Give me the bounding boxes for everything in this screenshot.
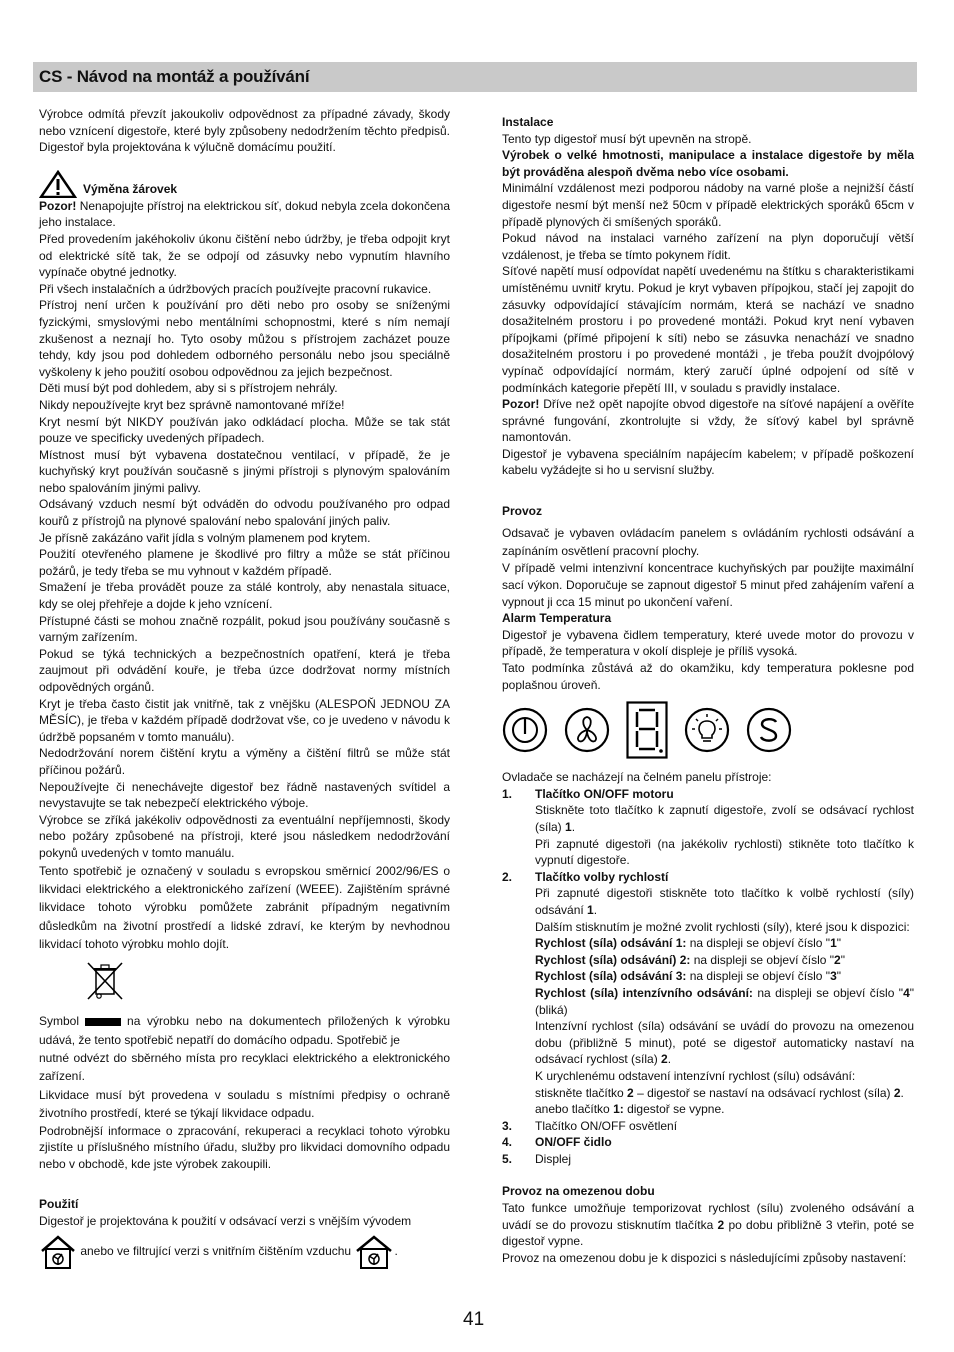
bold-value: 1: [613, 1102, 624, 1117]
paragraph: Digestoř je vybavena čidlem temperatury, které uvede motor do provozu v případě, že temperatura v okolí displeje je příliš vysoká. [502, 627, 914, 659]
warning-icon [39, 170, 77, 198]
section-header [33, 62, 917, 92]
bulb-heading [39, 170, 450, 198]
paragraph: Stiskněte toto tlačítko k zapnutí digestoře, zvolí se odsávací rychlost (síla) [535, 803, 914, 834]
paragraph: Děti musí být pod dohledem, aby si s přístrojem nehrály. [39, 381, 338, 396]
paragraph: Kryt nesmí být NIKDY používán jako odkládací plocha. Může se tak stát pouze ve specificky uvedených případech. [39, 414, 450, 446]
list-number: 3. [502, 1118, 513, 1133]
house-exhaust-icon [39, 1234, 77, 1270]
paragraph: digestoř se vypne. [623, 1102, 725, 1117]
paragraph: Podrobnější informace o zpracování, rekuperaci a recyklaci tohoto výrobku zjistíte u příslušného místního úřadu, služby pro likvidaci domovního odpadu nebo v obchodě, kde jste výrobek zakoupili. [39, 1123, 450, 1171]
speed-text: na displeji se objeví číslo " [686, 969, 831, 984]
right-column [502, 114, 914, 1266]
paragraph: Pokud návod na instalaci varného zařízení na plyn doporučují větší vzdálenost, je třeba se tímto pokynem řídit. [502, 231, 914, 262]
paragraph: Nikdy nepoužívejte kryt bez správně namontované mříže! [39, 397, 345, 412]
punct: . [900, 1085, 904, 1100]
alarm-title: Alarm Temperatura [502, 611, 612, 626]
list-title: Tlačítko ON/OFF osvětlení [535, 1118, 678, 1133]
warning-label: Pozor! [39, 198, 77, 213]
paragraph: Nenapojujte přístroj na elektrickou síť, dokud nebyla zcela dokončena jeho instalace. [39, 198, 450, 230]
install-title: Instalace [502, 115, 554, 129]
paragraph: nutné odvézt do sběrného místa pro recyklaci elektrického a elektronického zařízení. [39, 1050, 450, 1084]
speed-text: na displeji se objeví číslo " [690, 952, 835, 967]
punct: . [667, 1052, 672, 1067]
bold-value: 2 [627, 1085, 634, 1100]
paragraph: anebo ve filtrující verzi s vnitřním čištěním vzduchu [77, 1243, 355, 1258]
bulb-title: Výměna žárovek [83, 182, 178, 197]
paragraph: Smažení je třeba provádět pouze za stálé kontroly, aby nenastala situace, kdy se olej přehřeje a dojde k jeho vznícení. [39, 580, 450, 612]
paragraph: Tato podmínka zůstává až do okamžiku, kdy temperatura poklesne pod poplašnou úroveň. [502, 661, 914, 692]
paragraph: Přístroj není určen k používání pro děti nebo pro osoby se sníženými fyzickými, smyslovými nebo mentálními schopnostmi, které s ním nemají zkušenost a neznají ho. Tyto osoby můžou s přístrojem zacházet pouze tehdy, kdy jsou pod dohledem odborného personálu nebo jsou speciálně vyškoleny k jeho použití osobou odpovědnou za jejich bezpečnost. [39, 298, 450, 379]
speed-label: Rychlost (síla) intenzívního odsávání: [535, 985, 753, 1000]
paragraph: V případě velmi intenzivní koncentrace kuchyňských par použijte maximální sací výkon. Doporučuje se zapnout digestoř 5 minut před zahájením vaření a vypnout ji cca 15 minut po ukončení vaření. [502, 561, 914, 609]
list-title: Tlačítko ON/OFF motoru [535, 786, 674, 801]
sensor-s-icon [746, 707, 792, 753]
page-number: 41 [463, 1309, 485, 1330]
speed-text: na displeji se objeví číslo " [752, 985, 904, 1000]
bold-value: 2 [717, 1217, 725, 1232]
punct: " [836, 969, 842, 984]
paragraph: Při všech instalačních a údržbových pracích používejte pracovní rukavice. [39, 281, 432, 296]
list-number: 2. [502, 869, 513, 884]
punct: . [593, 902, 598, 917]
paragraph: Odsavač je vybaven ovládacím panelem s ovládáním rychlosti odsávání a zapínáním osvětlení pracovní plochy. [502, 525, 914, 559]
paragraph: . [394, 1243, 398, 1258]
punct: . [571, 820, 576, 834]
speed-value: 1 [830, 936, 837, 951]
fan-icon [564, 707, 610, 753]
left-column [39, 106, 450, 1270]
speed-text: na displeji se objeví číslo " [686, 936, 831, 951]
bold-value: 1 [565, 820, 572, 834]
paragraph: Nedodržování norem čištění krytu a výměny a čištění filtrů se může stát příčinou požárů. [39, 746, 450, 777]
weee-bar [85, 1018, 121, 1026]
list-number: 1. [502, 786, 513, 801]
paragraph: Odsávaný vzduch nesmí být odváděn do odvodu používaného pro odpad kouřů z přístrojů na plynové spalování nebo spalování jiných paliv. [39, 497, 450, 529]
use-title: Použití [39, 1197, 79, 1212]
display-icon [626, 701, 668, 759]
paragraph: Pokud se týká technických a bezpečnostních opatření, která je třeba zaujmout při odvádění kouře, je třeba úzce dodržovat normy místních odpovědných orgánů. [39, 646, 450, 694]
page-title: CS - Návod na montáž a používání [39, 67, 310, 86]
paragraph: Výrobek o velké hmotnosti, manipulace a instalace digestoře by měla být prováděna alespoň dvěma nebo více osobami. [502, 148, 914, 179]
speed-value: 2 [834, 952, 841, 967]
paragraph: Výrobce odmítá převzít jakoukoliv odpovědnost za případné závady, škody nebo vznícení digestoře, které byly způsobeny nedodržením těchto předpisů. Digestoř byla projektována k výlučně domácímu použití. [39, 107, 450, 155]
paragraph: – digestoř se nastaví na odsávací rychlost (síla) [633, 1085, 894, 1100]
punct: " [840, 952, 845, 967]
speed-label: Rychlost (síla) odsávání 3: [535, 969, 687, 984]
paragraph: Kryt je třeba často čistit jak vnitřně, tak z vnějšku (ALESPOŇ JEDNOU ZA MĚSÍC), je třeba v každém případě dodržovat vše, co je uvedeno v návodu k údržbě popsaném v tomto manuálu). [39, 696, 450, 744]
paragraph: Použití otevřeného plamene je škodlivé pro filtry a může se stát příčinou požárů, je tedy třeba se mu vyhnout v každém případě. [39, 547, 450, 578]
paragraph: Nepoužívejte či nenechávejte digestoř bez řádně nastavených svítidel a nevystavujte se tak nebezpečí elektrického výboje. [39, 779, 450, 811]
paragraph: Při zapnuté digestoři (na jakékoliv rychlosti) stikněte toto tlačítko k vypnutí digestoře. [535, 836, 914, 868]
punct: " [836, 936, 842, 951]
paragraph: Provoz na omezenou dobu je k dispozici s následujícími způsoby nastavení: [502, 1250, 907, 1265]
house-filter-icon [354, 1234, 394, 1270]
speed-value: 3 [830, 969, 837, 984]
paragraph: Při zapnuté digestoři stiskněte toto tlačítko k volbě rychlostí (síly) odsávání [535, 886, 914, 917]
list-number: 5. [502, 1151, 513, 1166]
warning-label: Pozor! [502, 397, 540, 412]
speed-label: Rychlost (síla) odsávání) 2: [535, 952, 691, 967]
operation-title: Provoz [502, 504, 543, 519]
paragraph: Minimální vzdálenost mezi podporou nádoby na varné ploše a nejnižší částí digestoře nesmí být menší než 50cm v případě elektrických sporáků 65cm v případě plynových či smíšených sporáků. [502, 181, 914, 229]
limited-time-title: Provoz na omezenou dobu [502, 1184, 655, 1199]
paragraph: Likvidace musí být provedena v souladu s místními předpisy o ochraně životního prostředí, které se týkají likvidace odpadu. [39, 1087, 450, 1121]
crossed-bin-icon [85, 960, 125, 1002]
bold-value: 1 [587, 902, 594, 917]
paragraph: Tento typ digestoř musí být upevněn na stropě. [502, 131, 752, 146]
speed-label: Rychlost (síla) odsávání 1: [535, 936, 687, 951]
paragraph: Intenzívní rychlost (síla) odsávání se uvádí do provozu na omezenou dobu (přibližně 5 minut), poté se digestoř automaticky nastaví na odsávací rychlost (síla) [535, 1019, 914, 1067]
paragraph: Dříve než opět napojíte obvod digestoře na síťové napájení a ověříte správné fungování, zkontrolujte si vždy, že síťový kabel byl správně namontován. [502, 397, 914, 445]
list-title: Displej [535, 1151, 572, 1166]
paragraph: Je přísně zakázáno vařit jídla s volným plamenem pod krytem. [39, 530, 371, 545]
paragraph: Síťové napětí musí odpovídat napětí uvedenému na štítku s charakteristikami umístěnému uvnitř krytu. Pokud je kryt vybaven přípojkou, stačí jej zapojit do zásuvky odpovídající stávajícím normám, která se nachází ve snadno dosažitelném prostoru i po provedené montáži. Pokud kryt není vybaven přípojkami (přímé připojení k síti) nebo se zásuvka nenachází ve snadno dosažitelném prostoru i po provedené montáži , je třeba použít dvojpólový vypínač odpovídající normám, který zaručí úplné odpojení od sítě v podmínkách kategorie přepětí III, v souladu s pravidly instalace. [502, 264, 914, 395]
list-number: 4. [502, 1135, 513, 1150]
paragraph: Ovladače se nacházejí na čelném panelu přístroje: [502, 770, 772, 785]
symbol-label: Symbol [39, 1014, 80, 1029]
paragraph: Výrobce se zříká jakékoliv odpovědnosti za eventuální nepříjemnosti, škody nebo požáry způsobené na přístroji, které jsou následkem nedodržování pokynů uvedených v tomto manuálu. [39, 812, 450, 860]
power-icon [502, 707, 548, 753]
paragraph: Tato funkce umožňuje temporizovat rychlost (sílu) zvoleného odsávání a uvádí se do provozu stisknutím tlačítka [502, 1201, 914, 1232]
paragraph: po dobu přibližně 3 vteřin, poté se digestoř vypne. [502, 1217, 914, 1249]
control-panel-icons [502, 699, 914, 761]
bold-value: 2 [893, 1085, 901, 1100]
bold-value: 2 [661, 1052, 668, 1067]
speed-value: 4 [903, 985, 910, 1000]
list-title: Tlačítko volby rychlostí [535, 869, 669, 884]
speed-text: " (bliká) [535, 985, 915, 1017]
list-title: ON/OFF čidlo [535, 1135, 612, 1150]
paragraph: Digestoř je vybavena speciálním napájecím kabelem; v případě poškození kabelu vyžádejte si ho u servisní služby. [502, 446, 914, 478]
paragraph: Před provedením jakéhokoliv úkonu čištění nebo údržby, je třeba odpojit kryt od elektrické sítě tak, že se odpojí od zásuvky nebo vypnutím hlavního vypínače obytné jednotky. [39, 231, 450, 280]
paragraph: Přístupné části se mohou značně rozpálit, pokud jsou používány současně s varným zařízením. [39, 613, 450, 645]
paragraph: na výrobku nebo na dokumentech přiložených k výrobku udává, že tento spotřebič nepatří do domácího odpadu. Spotřebič je [39, 1014, 450, 1047]
paragraph: Dalším stisknutím je možné zvolit rychlosti (síly), které jsou k dispozici: [535, 919, 910, 934]
paragraph: K urychlenému odstavení intenzívní rychlost (sílu) odsávání: [535, 1068, 856, 1083]
paragraph: Tento spotřebič je označený v souladu s evropskou směrnicí 2002/96/ES o likvidaci elektrického a elektronického zařízení (WEEE). Zajištěním správné likvidace tohoto výrobku pomůžete zabránit případným negativním důsledkům na životní prostředí a lidské zdraví, ke kterým by nevhodnou likvidací tohoto výrobku mohlo dojít. [39, 863, 450, 952]
paragraph: Digestoř je projektována k použití v odsávací verzi s vnějším vývodem [39, 1213, 412, 1228]
paragraph: stiskněte tlačítko [535, 1085, 628, 1100]
paragraph: Místnost musí být vybavena dostatečnou ventilací, v případě, že je kuchyňský kryt používán současně s jinými přístroji s plynovým spalováním nebo spalováním jinými palivy. [39, 447, 450, 495]
light-bulb-icon [684, 707, 730, 753]
weee-symbol [85, 960, 450, 1007]
paragraph: anebo tlačítko [535, 1102, 614, 1117]
